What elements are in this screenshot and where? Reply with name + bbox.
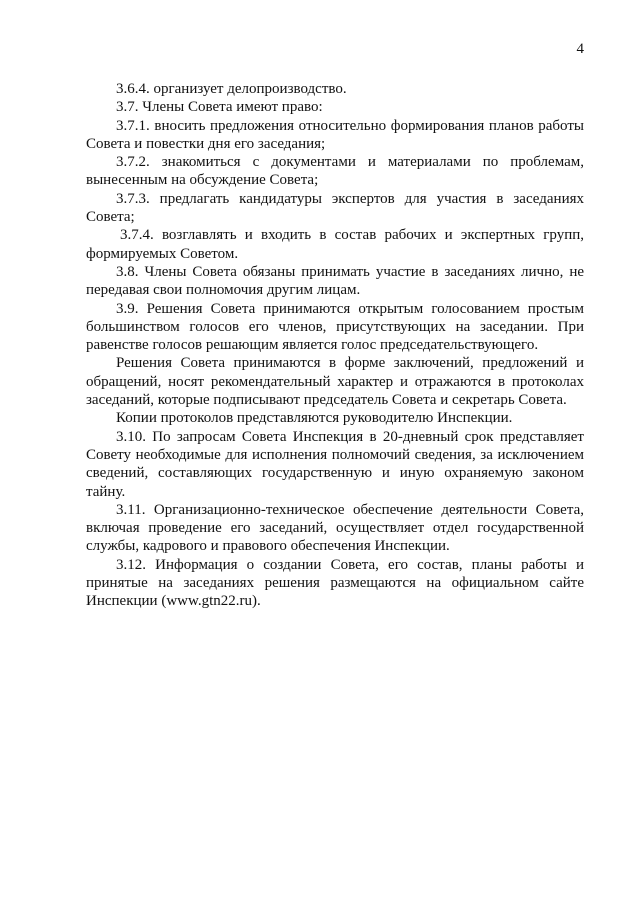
paragraph-3-8: 3.8. Члены Совета обязаны принимать участие в заседаниях лично, не передавая свои полномочия другим лицам. xyxy=(86,263,584,299)
paragraph-3-9: 3.9. Решения Совета принимаются открытым голосованием простым большинством голосов его членов, присутствующих на заседании. При равенстве голосов решающим является голос председательствующего. xyxy=(86,300,584,354)
document-body xyxy=(86,80,584,611)
paragraph-3-9-protocol-copies: Копии протоколов представляются руководителю Инспекции. xyxy=(116,410,513,427)
paragraph-3-9-decisions-form: Решения Совета принимаются в форме заключений, предложений и обращений, носят рекомендательный характер и отражаются в протоколах заседаний, которые подписывают председатель Совета и секретарь Совета. xyxy=(86,355,584,409)
paragraph-3-10: 3.10. По запросам Совета Инспекция в 20-дневный срок представляет Совету необходимые для исполнения полномочий сведения, за исключением сведений, составляющих государственную и иную охраняемую законом тайну. xyxy=(86,428,584,500)
paragraph-3-7-4: 3.7.4. возглавлять и входить в состав рабочих и экспертных групп, формируемых Советом. xyxy=(86,227,584,262)
paragraph-3-11: 3.11. Организационно-техническое обеспечение деятельности Совета, включая проведение его заседаний, осуществляет отдел государственной службы, кадрового и правового обеспечения Инспекции. xyxy=(86,501,584,555)
paragraph-3-7-2: 3.7.2. знакомиться с документами и материалами по проблемам, вынесенным на обсуждение Совета; xyxy=(86,154,584,189)
paragraph-3-7-3: 3.7.3. предлагать кандидатуры экспертов для участия в заседаниях Совета; xyxy=(86,190,584,226)
paragraph-3-7: 3.7. Члены Совета имеют право: xyxy=(116,99,323,116)
paragraph-3-7-1: 3.7.1. вносить предложения относительно формирования планов работы Совета и повестки дня его заседания; xyxy=(86,117,584,152)
page-number: 4 xyxy=(576,41,584,57)
paragraph-3-12: 3.12. Информация о создании Совета, его состав, планы работы и принятые на заседаниях решения размещаются на официальном сайте Инспекции (www.gtn22.ru). xyxy=(86,556,584,610)
paragraph-3-6-4: 3.6.4. организует делопроизводство. xyxy=(116,81,347,97)
